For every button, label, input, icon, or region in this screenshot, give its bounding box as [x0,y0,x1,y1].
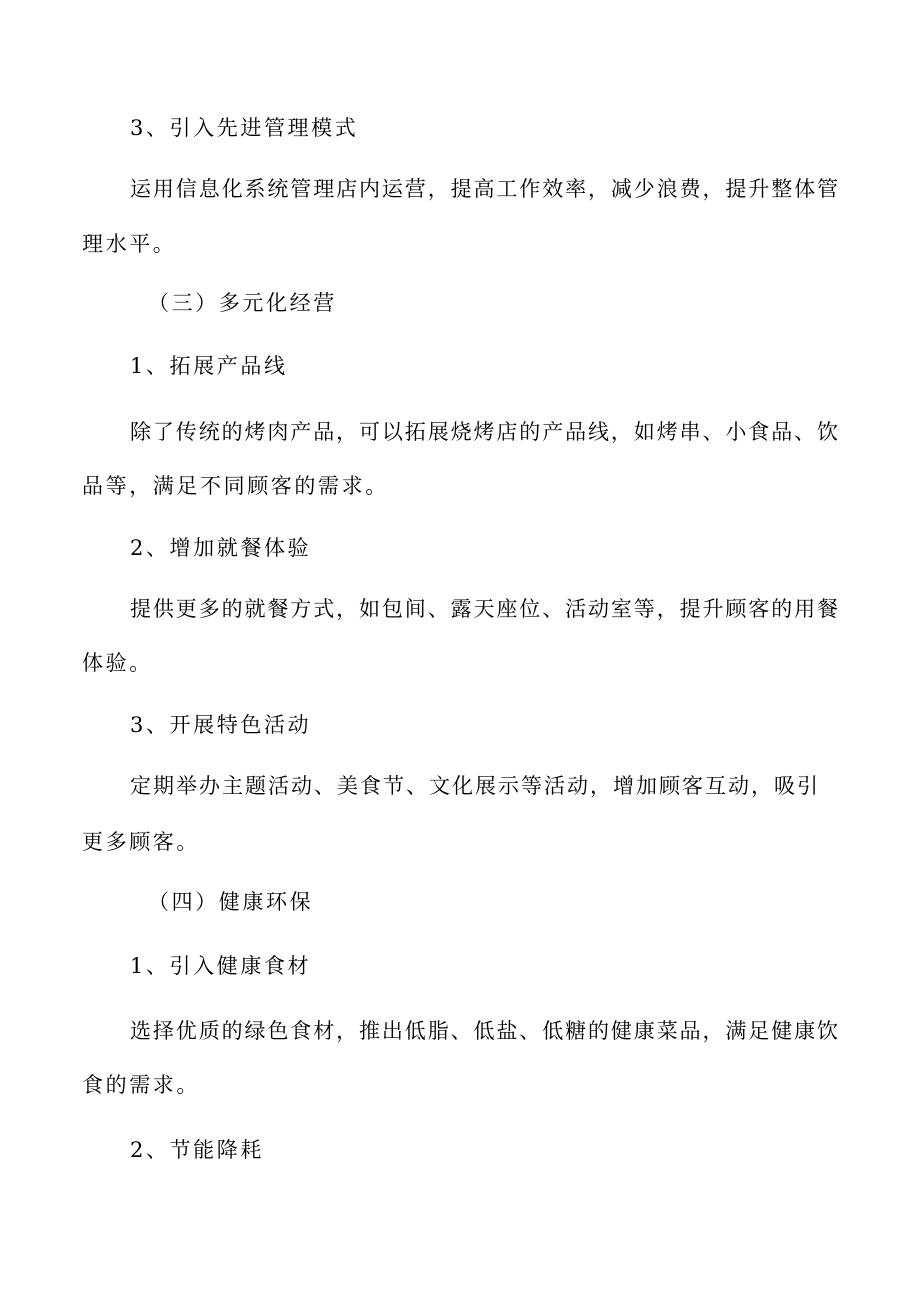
paragraph-line: 品等，满足不同顾客的需求。 [82,474,389,498]
heading-energy-saving: 2、节能降耗 [130,1138,264,1162]
heading-product-line: 1、拓展产品线 [130,354,288,378]
paragraph-line: 除了传统的烤肉产品，可以拓展烧烤店的产品线，如烤串、小食品、饮 [130,420,838,444]
paragraph-line: 定期举办主题活动、美食节、文化展示等活动，增加顾客互动，吸引 [130,774,818,798]
paragraph-line: 提供更多的就餐方式，如包间、露天座位、活动室等，提升顾客的用餐 [130,597,838,621]
heading-special-events: 3、开展特色活动 [130,713,312,737]
heading-management-mode: 3、引入先进管理模式 [130,116,359,140]
section-heading-diversified: （三）多元化经营 [148,291,337,315]
heading-dining-experience: 2、增加就餐体验 [130,536,312,560]
section-heading-health-environment: （四）健康环保 [148,890,314,914]
paragraph-line: 运用信息化系统管理店内运营，提高工作效率，减少浪费，提升整体管 [130,177,838,201]
paragraph-line: 食的需求。 [82,1073,200,1097]
heading-healthy-ingredients: 1、引入健康食材 [130,954,312,978]
paragraph-line: 体验。 [82,651,153,675]
paragraph-line: 更多顾客。 [82,830,200,854]
paragraph-line: 理水平。 [82,232,177,256]
paragraph-line: 选择优质的绿色食材，推出低脂、低盐、低糖的健康菜品，满足健康饮 [130,1019,838,1043]
